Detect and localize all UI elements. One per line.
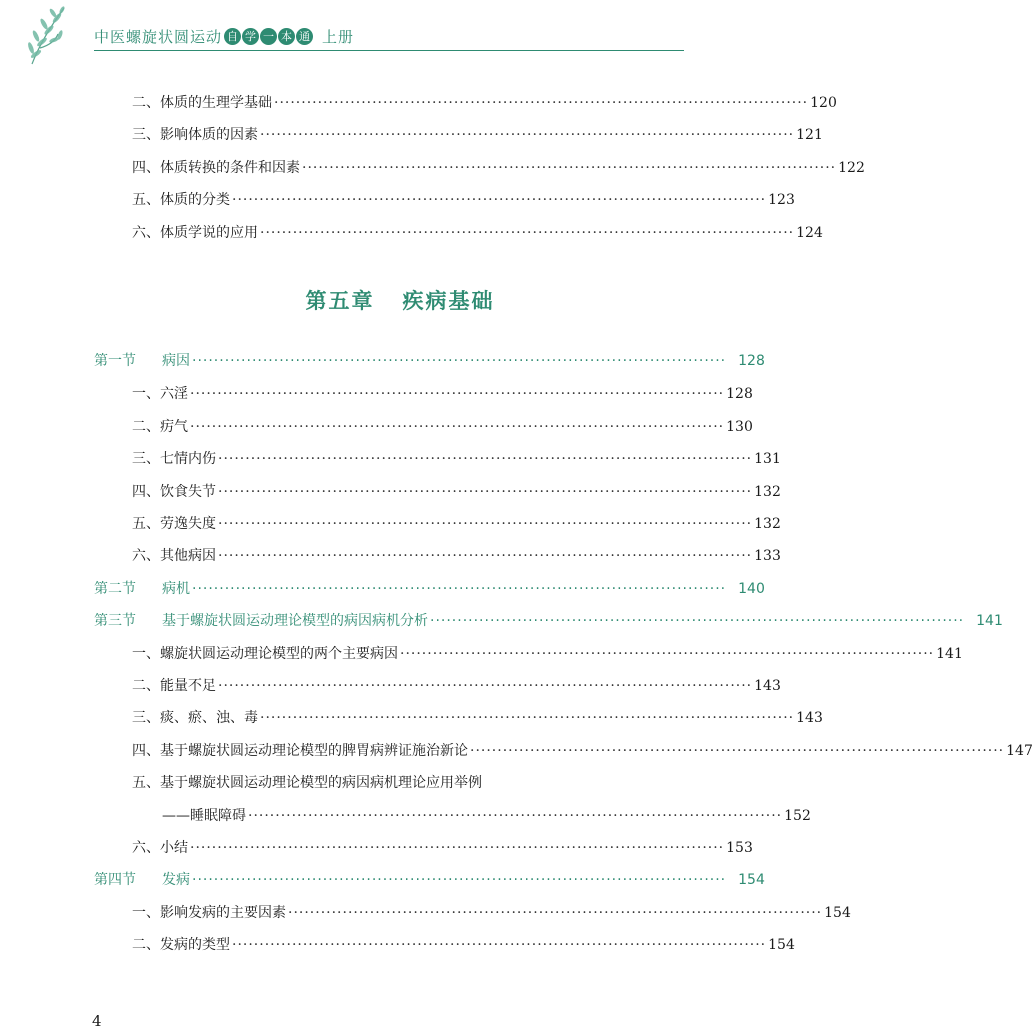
toc-item-page: 141	[936, 646, 963, 662]
toc-item-page: 128	[726, 386, 753, 402]
book-title	[94, 26, 354, 47]
toc-item-page: 143	[796, 710, 823, 726]
toc-item[interactable]	[132, 416, 753, 438]
toc-item[interactable]	[132, 934, 795, 956]
section-title: 病机	[162, 581, 190, 597]
section-title: 基于螺旋状圆运动理论模型的病因病机分析	[162, 613, 428, 629]
section-page: 140	[738, 581, 765, 597]
toc-item-label: ——睡眠障碍	[162, 808, 246, 824]
leader-dots: ··································································································	[232, 937, 767, 953]
section-page: 128	[738, 353, 765, 369]
leader-dots: ··································································································	[218, 548, 753, 564]
toc-item[interactable]	[132, 740, 1033, 762]
leader-dots: ··································································································	[400, 646, 935, 662]
toc-item-label: 六、体质学说的应用	[132, 225, 258, 241]
toc-item-page: 122	[838, 160, 865, 176]
leader-dots: ··································································································	[190, 419, 725, 435]
toc-item-multiline-label[interactable]: 五、基于螺旋状圆运动理论模型的病因病机理论应用举例	[132, 775, 482, 791]
toc-item-label: 一、螺旋状圆运动理论模型的两个主要病因	[132, 646, 398, 662]
toc-item[interactable]	[132, 157, 865, 179]
chapter-title	[0, 285, 800, 315]
leader-dots: ··································································································	[190, 840, 725, 856]
book-title-text: 中医螺旋状圆运动	[94, 28, 223, 46]
leader-dots: ··································································································	[218, 484, 753, 500]
leader-dots: ··································································································	[260, 225, 795, 241]
toc-item-page: 120	[810, 95, 837, 111]
toc-item[interactable]	[132, 222, 823, 244]
toc-item-label: 三、影响体质的因素	[132, 127, 258, 143]
leader-dots: ··································································································	[248, 808, 783, 824]
section-number: 第二节	[94, 581, 136, 597]
toc-section[interactable]	[94, 350, 765, 372]
volume-label: 上册	[322, 28, 355, 46]
leader-dots: ··································································································	[470, 743, 1005, 759]
chapter-number: 第五章	[305, 288, 375, 313]
toc-item[interactable]	[162, 805, 811, 827]
toc-item-label: 四、体质转换的条件和因素	[132, 160, 300, 176]
toc-item[interactable]	[132, 92, 837, 114]
leader-dots: ··································································································	[190, 386, 725, 402]
toc-item-page: 130	[726, 419, 753, 435]
toc-item-label: 二、疠气	[132, 419, 188, 435]
toc-item-label: 五、体质的分类	[132, 192, 230, 208]
leader-dots: ··································································································	[302, 160, 837, 176]
leader-dots: ··································································································	[192, 581, 727, 597]
toc-item[interactable]	[132, 481, 781, 503]
toc-item[interactable]	[132, 448, 781, 470]
toc-item-label: 二、发病的类型	[132, 937, 230, 953]
section-number: 第四节	[94, 872, 136, 888]
toc-section[interactable]	[94, 578, 765, 600]
toc-item[interactable]	[132, 902, 851, 924]
toc-item[interactable]	[132, 383, 753, 405]
toc-item-page: 121	[796, 127, 823, 143]
page-number: 4	[92, 1012, 102, 1030]
toc-item-label: 三、痰、瘀、浊、毒	[132, 710, 258, 726]
leader-dots: ··································································································	[274, 95, 809, 111]
toc-section[interactable]	[94, 610, 1003, 632]
title-badges	[224, 28, 314, 45]
toc-item-page: 153	[726, 840, 753, 856]
toc-item-page: 124	[796, 225, 823, 241]
toc-item-label: 三、七情内伤	[132, 451, 216, 467]
toc-item-page: 154	[824, 905, 851, 921]
toc-item-page: 143	[754, 678, 781, 694]
header-rule	[94, 50, 684, 51]
leader-dots: ··································································································	[192, 872, 727, 888]
leader-dots: ··································································································	[218, 678, 753, 694]
chapter-name: 疾病基础	[402, 288, 495, 313]
leader-dots: ··································································································	[260, 710, 795, 726]
toc-item-page: 123	[768, 192, 795, 208]
toc-item-label: 一、六淫	[132, 386, 188, 402]
section-page: 141	[976, 613, 1003, 629]
toc-item[interactable]	[132, 124, 823, 146]
leader-dots: ··································································································	[232, 192, 767, 208]
title-badge: 一	[260, 28, 277, 45]
leader-dots: ··································································································	[260, 127, 795, 143]
leader-dots: ··································································································	[430, 613, 965, 629]
toc-item[interactable]	[132, 513, 781, 535]
toc-item-page: 147	[1006, 743, 1033, 759]
title-badge: 自	[224, 28, 241, 45]
toc-item[interactable]	[132, 545, 781, 567]
leader-dots: ··································································································	[288, 905, 823, 921]
toc-item-label: 六、小结	[132, 840, 188, 856]
title-badge: 通	[296, 28, 313, 45]
leader-dots: ··································································································	[218, 516, 753, 532]
title-badge: 学	[242, 28, 259, 45]
toc-item-label: 二、能量不足	[132, 678, 216, 694]
toc-item-label: 四、基于螺旋状圆运动理论模型的脾胃病辨证施治新论	[132, 743, 468, 759]
running-header	[0, 0, 800, 70]
toc-item-page: 131	[754, 451, 781, 467]
toc-item-label: 五、劳逸失度	[132, 516, 216, 532]
toc-item[interactable]	[132, 189, 795, 211]
toc-item[interactable]	[132, 707, 823, 729]
section-title: 发病	[162, 872, 190, 888]
toc-item-page: 154	[768, 937, 795, 953]
section-page: 154	[738, 872, 765, 888]
toc-item[interactable]	[132, 837, 753, 859]
leader-dots: ··································································································	[192, 353, 727, 369]
section-title: 病因	[162, 353, 190, 369]
toc-item-label: 四、饮食失节	[132, 484, 216, 500]
toc-item-label: 六、其他病因	[132, 548, 216, 564]
toc-item[interactable]	[132, 675, 781, 697]
toc-item[interactable]	[132, 643, 963, 665]
section-number: 第三节	[94, 613, 136, 629]
toc-item-label: 一、影响发病的主要因素	[132, 905, 286, 921]
toc-item-page: 133	[754, 548, 781, 564]
toc-section[interactable]	[94, 869, 765, 891]
toc-item-label: 二、体质的生理学基础	[132, 95, 272, 111]
leader-dots: ··································································································	[218, 451, 753, 467]
toc-item-page: 152	[784, 808, 811, 824]
leaf-branch-icon	[18, 4, 80, 66]
section-number: 第一节	[94, 353, 136, 369]
toc-item-page: 132	[754, 516, 781, 532]
toc-item-page: 132	[754, 484, 781, 500]
title-badge: 本	[278, 28, 295, 45]
